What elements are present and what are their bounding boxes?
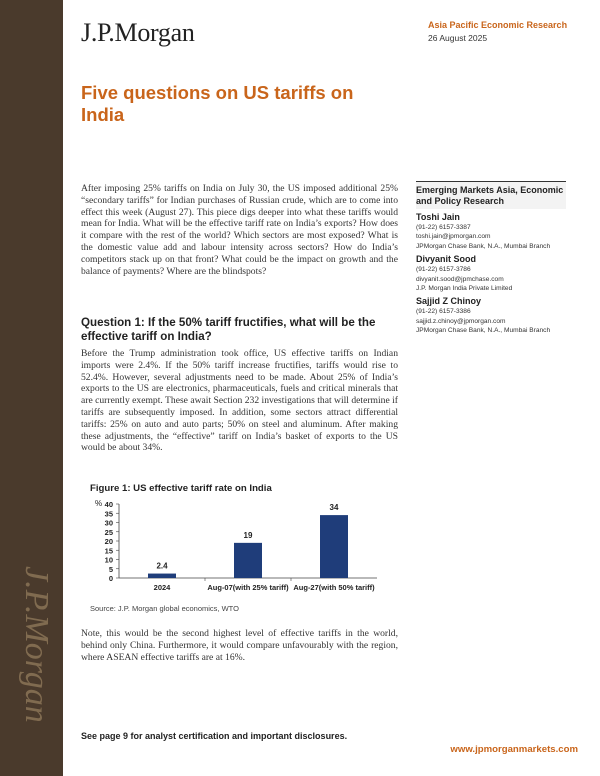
analyst-name: Divyanit Sood <box>416 254 477 265</box>
series-name: Asia Pacific Economic Research <box>428 20 568 30</box>
y-tick-label: 40 <box>104 500 113 509</box>
bar <box>234 543 262 578</box>
y-tick-label: 15 <box>104 546 113 556</box>
x-tick-label: Aug-07(with 25% tariff) <box>207 583 289 592</box>
jpmorgan-logo: J.P.Morgan <box>81 18 195 47</box>
y-axis-unit-label: % <box>95 499 103 508</box>
bar <box>148 574 176 578</box>
analyst-entry <box>416 254 566 293</box>
note-paragraph: Note, this would be the second highest level of effective tariffs in the world, behind only China. Furthermore, it would compare unfavourably with the region, where ASEAN effective tariffs are at 16%. <box>81 628 398 663</box>
bar <box>320 515 348 578</box>
analyst-panel <box>416 181 566 336</box>
analyst-entity: JPMorgan Chase Bank, N.A., Mumbai Branch <box>416 327 551 335</box>
analyst-entry <box>416 296 566 335</box>
analyst-phone: (91-22) 6157-3786 <box>416 266 471 274</box>
figure-title: Figure 1: US effective tariff rate on India <box>90 483 272 494</box>
tariff-bar-chart <box>81 496 381 604</box>
disclosure-note: See page 9 for analyst certification and important disclosures. <box>81 731 348 741</box>
brand-sidebar <box>0 0 63 776</box>
analyst-team-heading: Emerging Markets Asia, Economic and Policy Research <box>416 185 564 206</box>
bar-value-label: 34 <box>329 503 339 513</box>
report-header <box>428 20 567 43</box>
y-tick-label: 0 <box>108 574 113 583</box>
analyst-panel-header <box>416 181 566 209</box>
report-title: Five questions on US tariffs on India <box>81 82 354 125</box>
question1-body: Before the Trump administration took office, US effective tariffs on Indian imports were 2.4%. If the 50% tariff increase fructifies, tariffs would rise to 52.4%. However, several adjustments need to be made. About 25% of India’s exports to the US are electronics, pharmaceuticals, fuels and critical minerals that are currently exempt. These await Section 232 investigations that will determine if tariffs are subsequently imposed. In addition, some sectors attract differential tariffs: 25% on auto and auto parts; 50% on steel and aluminum. After making these adjustments, the “effective” tariff on India’s basket of exports to the US would be about 34%. <box>81 348 398 454</box>
analyst-name: Sajjid Z Chinoy <box>416 296 482 307</box>
analyst-email[interactable]: toshi.jain@jpmorgan.com <box>416 233 491 241</box>
y-tick-label: 25 <box>104 527 113 537</box>
analyst-phone: (91-22) 6157-3387 <box>416 224 471 231</box>
analyst-phone: (91-22) 6157-3386 <box>416 308 471 316</box>
bar-value-label: 2.4 <box>156 561 168 571</box>
analyst-name: Toshi Jain <box>416 212 460 222</box>
x-tick-label: Aug-27(with 50% tariff) <box>293 583 375 592</box>
analyst-entity: JPMorgan Chase Bank, N.A., Mumbai Branch <box>416 242 551 250</box>
report-date: 26 August 2025 <box>428 33 488 43</box>
svg-text:J.P.Morgan: J.P.Morgan <box>18 566 55 723</box>
question1-heading: Question 1: If the 50% tariff fructifies, what will be the effective tariff on India? <box>81 316 376 343</box>
intro-paragraph: After imposing 25% tariffs on India on July 30, the US imposed additional 25% “secondary tariffs” for Indian purchases of Russian crude, which are to come into effect this week (August 27). This piece digs deeper into what these tariffs would mean for India. What will be the effective tariff rate on India’s exports? How does it compare with the rest of the world? Which sectors are most exposed? What is the domestic value add and labour intensity across sectors? How do India’s competitors stack up on that front? What could be the impact on growth and the balance of payments? Where are the blindspots? <box>81 183 398 277</box>
analyst-entry <box>416 212 566 251</box>
y-tick-label: 20 <box>104 537 113 546</box>
y-tick-label: 5 <box>108 564 113 574</box>
bar-value-label: 19 <box>243 530 253 540</box>
analyst-email[interactable]: divyanit.sood@jpmchase.com <box>416 275 504 283</box>
analyst-entity: J.P. Morgan India Private Limited <box>416 285 513 293</box>
x-tick-label: 2024 <box>153 583 171 592</box>
jpmorgan-watermark-logo <box>6 560 66 760</box>
y-tick-label: 30 <box>104 518 113 528</box>
analyst-email[interactable]: sajjid.z.chinoy@jpmorgan.com <box>416 317 506 325</box>
figure-source: Source: J.P. Morgan global economics, WTO <box>90 604 239 613</box>
y-tick-label: 35 <box>104 509 113 519</box>
website-link[interactable]: www.jpmorganmarkets.com <box>450 744 578 755</box>
y-tick-label: 10 <box>104 555 113 565</box>
